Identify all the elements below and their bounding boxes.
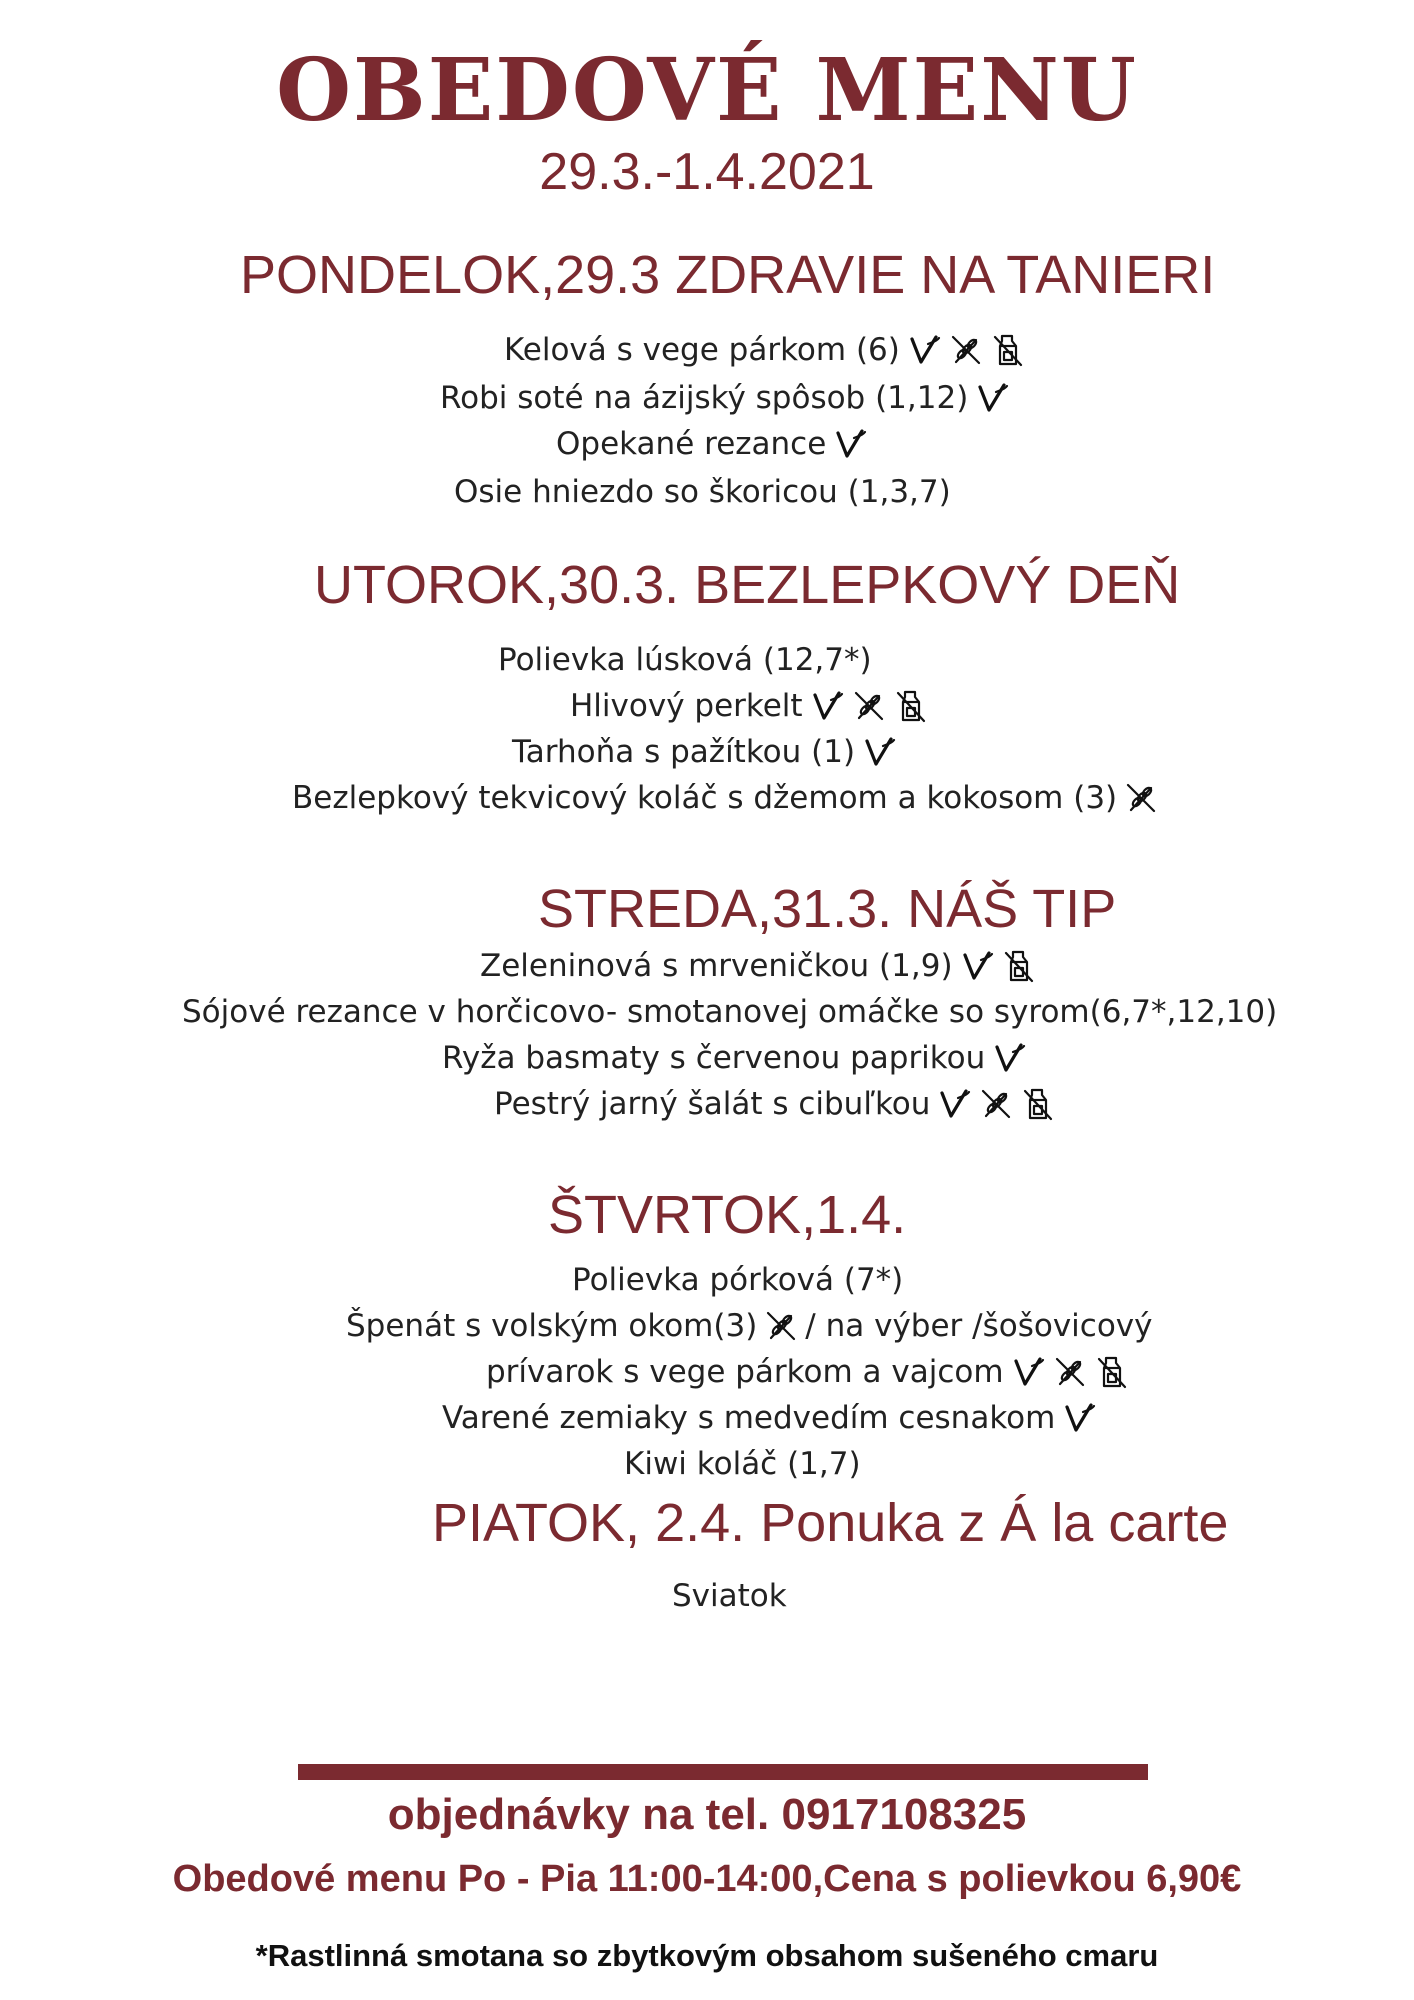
menu-item (494, 1086, 1056, 1122)
menu-item-text: Sviatok (672, 1578, 787, 1614)
vegan-icon (936, 1086, 972, 1122)
gluten-free-icon (978, 1086, 1014, 1122)
menu-item (624, 1446, 861, 1482)
menu-item-text: Robi soté na ázijský spôsob (1,12) (440, 380, 969, 416)
footer-divider (298, 1764, 1148, 1780)
allergen-icons (959, 948, 1037, 984)
menu-item (440, 380, 1010, 416)
vegan-icon (959, 948, 995, 984)
allergen-icons (861, 734, 897, 770)
menu-item-text: Ryža basmaty s červenou paprikou (442, 1040, 986, 1076)
allergen-icons (974, 380, 1010, 416)
menu-item-text: Opekané rezance (556, 426, 827, 462)
menu-item (672, 1578, 787, 1614)
vegan-icon (906, 332, 942, 368)
menu-item-text: Polievka lúsková (12,7*) (498, 642, 872, 678)
opening-hours-price: Obedové menu Po - Pia 11:00-14:00,Cena s polievkou 6,90€ (172, 1858, 1242, 1900)
menu-item-text: Polievka pórková (7*) (572, 1262, 904, 1298)
menu-item-text: Kiwi koláč (1,7) (624, 1446, 861, 1482)
day-heading-monday: PONDELOK,29.3 ZDRAVIE NA TANIERI (240, 245, 1216, 305)
gluten-free-icon (1123, 780, 1159, 816)
footnote: *Rastlinná smotana so zbytkovým obsahom sušeného cmaru (255, 1938, 1159, 1973)
gluten-free-icon (948, 332, 984, 368)
menu-item (556, 426, 868, 462)
menu-item-text: Zeleninová s mrveničkou (1,9) (480, 948, 953, 984)
lactose-free-icon (893, 688, 929, 724)
menu-item-text: prívarok s vege párkom a vajcom (486, 1354, 1004, 1390)
menu-item (486, 1354, 1130, 1390)
menu-item-text: Kelová s vege párkom (6) (504, 332, 900, 368)
menu-item (480, 948, 1037, 984)
menu-title: OBEDOVÉ MENU (276, 40, 1138, 141)
menu-item-text: Hlivový perkelt (570, 688, 803, 724)
allergen-icons (763, 1308, 799, 1344)
allergen-icons (1061, 1400, 1097, 1436)
allergen-icons (809, 688, 929, 724)
day-heading-wednesday: STREDA,31.3. NÁŠ TIP (538, 879, 1117, 939)
day-heading-thursday: ŠTVRTOK,1.4. (548, 1185, 907, 1245)
allergen-icons (1010, 1354, 1130, 1390)
vegan-icon (974, 380, 1010, 416)
menu-item (442, 1040, 1027, 1076)
menu-item-suffix: / na výber /šošovicový (805, 1308, 1153, 1344)
menu-item (498, 642, 872, 678)
vegan-icon (832, 426, 868, 462)
vegan-icon (861, 734, 897, 770)
menu-item-text: Pestrý jarný šalát s cibuľkou (494, 1086, 931, 1122)
vegan-icon (809, 688, 845, 724)
vegan-icon (991, 1040, 1027, 1076)
menu-item (572, 1262, 903, 1298)
menu-item (454, 474, 951, 510)
menu-item-text: Osie hniezdo so škoricou (1,3,7) (454, 474, 951, 510)
day-heading-tuesday: UTOROK,30.3. BEZLEPKOVÝ DEŇ (314, 555, 1181, 615)
menu-item (570, 688, 929, 724)
menu-dates: 29.3.-1.4.2021 (539, 143, 875, 201)
allergen-icons (906, 332, 1026, 368)
menu-item (292, 780, 1159, 816)
gluten-free-icon (763, 1308, 799, 1344)
lactose-free-icon (990, 332, 1026, 368)
allergen-icons (936, 1086, 1056, 1122)
menu-item-text: Špenát s volským okom(3) (346, 1308, 758, 1344)
vegan-icon (1061, 1400, 1097, 1436)
gluten-free-icon (851, 688, 887, 724)
lactose-free-icon (1094, 1354, 1130, 1390)
vegan-icon (1010, 1354, 1046, 1390)
menu-item (512, 734, 897, 770)
menu-item-text: Sójové rezance v horčicovo- smotanovej omáčke so syrom(6,7*,12,10) (182, 994, 1278, 1030)
lactose-free-icon (1001, 948, 1037, 984)
menu-item (346, 1308, 1152, 1344)
menu-item-text: Tarhoňa s pažítkou (1) (512, 734, 856, 770)
allergen-icons (991, 1040, 1027, 1076)
gluten-free-icon (1052, 1354, 1088, 1390)
allergen-icons (832, 426, 868, 462)
menu-item (182, 994, 1277, 1030)
day-heading-friday: PIATOK, 2.4. Ponuka z Á la carte (432, 1493, 1229, 1553)
menu-item (442, 1400, 1097, 1436)
lactose-free-icon (1020, 1086, 1056, 1122)
menu-item-text: Varené zemiaky s medvedím cesnakom (442, 1400, 1056, 1436)
menu-item (504, 332, 1026, 368)
menu-item-text: Bezlepkový tekvicový koláč s džemom a kokosom (3) (292, 780, 1118, 816)
order-phone: objednávky na tel. 0917108325 (387, 1790, 1027, 1839)
allergen-icons (1123, 780, 1159, 816)
